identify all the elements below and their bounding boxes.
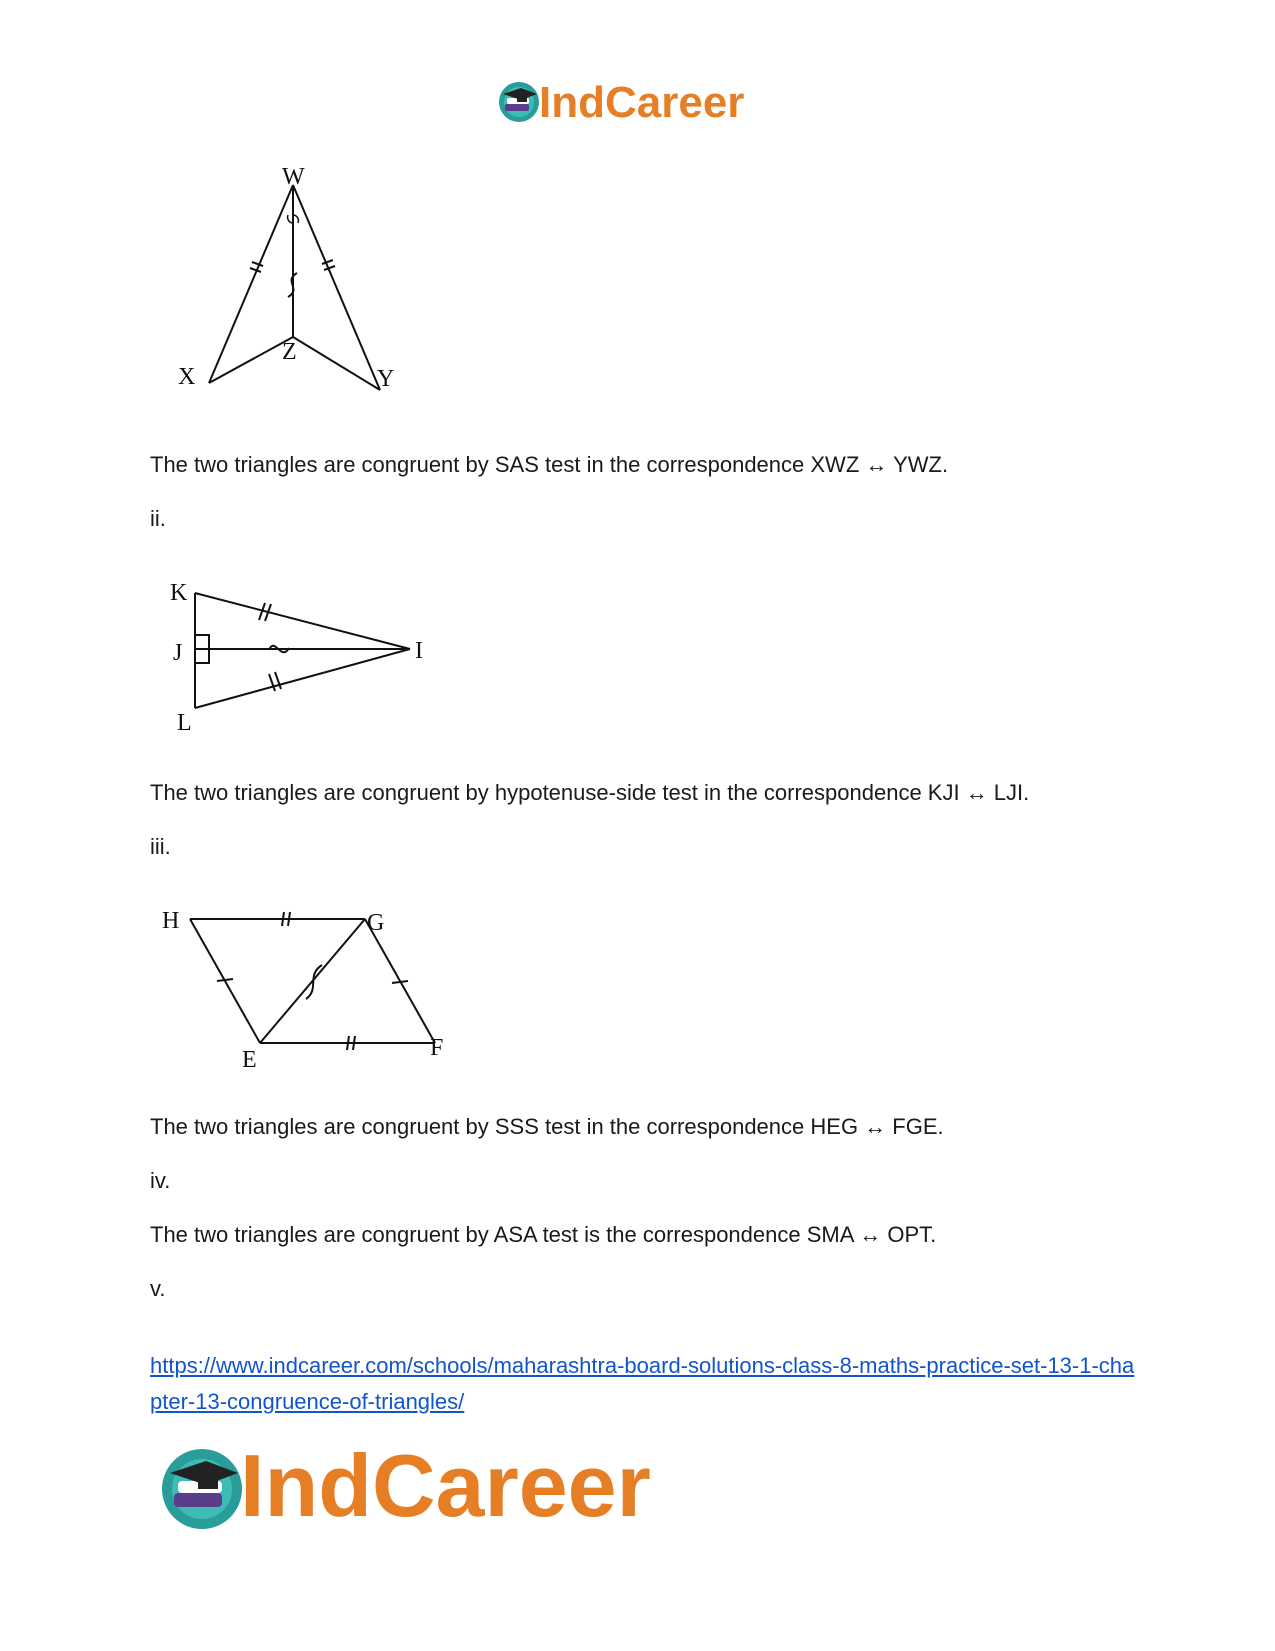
label-f: F: [430, 1035, 444, 1061]
header-logo: [497, 76, 777, 132]
statement-3: The two triangles are congruent by SSS test in the correspondence HEG ↔ FGE.: [150, 1114, 944, 1139]
graduation-cap-icon: [158, 1445, 246, 1533]
label-x: X: [178, 364, 196, 390]
label-g: G: [367, 910, 385, 936]
statement-4: The two triangles are congruent by ASA test is the correspondence SMA ↔ OPT.: [150, 1222, 937, 1247]
label-l: L: [177, 710, 192, 735]
item-marker-iii: iii.: [150, 834, 171, 859]
item-marker-iv: iv.: [150, 1168, 171, 1193]
label-k: K: [170, 580, 188, 606]
figure-triangles-kjil: [165, 570, 435, 735]
header-logo-text: IndCareer: [539, 78, 745, 127]
footer-logo-text: IndCareer: [240, 1436, 651, 1535]
statement-1: The two triangles are congruent by SAS test in the correspondence XWZ ↔ YWZ.: [150, 452, 949, 477]
label-z: Z: [282, 339, 297, 365]
label-h: H: [162, 908, 180, 934]
label-j: J: [173, 640, 183, 666]
label-y: Y: [377, 366, 395, 392]
label-w: W: [282, 165, 305, 190]
source-link[interactable]: https://www.indcareer.com/schools/maharashtra-board-solutions-class-8-maths-practice-set-13-1-chapter-13-congruence-of-triangles/: [150, 1353, 1135, 1414]
label-i: I: [415, 638, 423, 664]
item-marker-ii: ii.: [150, 506, 166, 531]
statement-2: The two triangles are congruent by hypotenuse-side test in the correspondence KJI ↔ LJI.: [150, 780, 1030, 805]
footer-logo: [158, 1436, 718, 1540]
figure-quadrilateral-hgfe: [160, 895, 460, 1075]
figure-triangles-wxyz: [170, 165, 420, 410]
label-e: E: [242, 1047, 257, 1073]
graduation-cap-icon: [497, 80, 541, 124]
item-marker-v: v.: [150, 1276, 166, 1301]
